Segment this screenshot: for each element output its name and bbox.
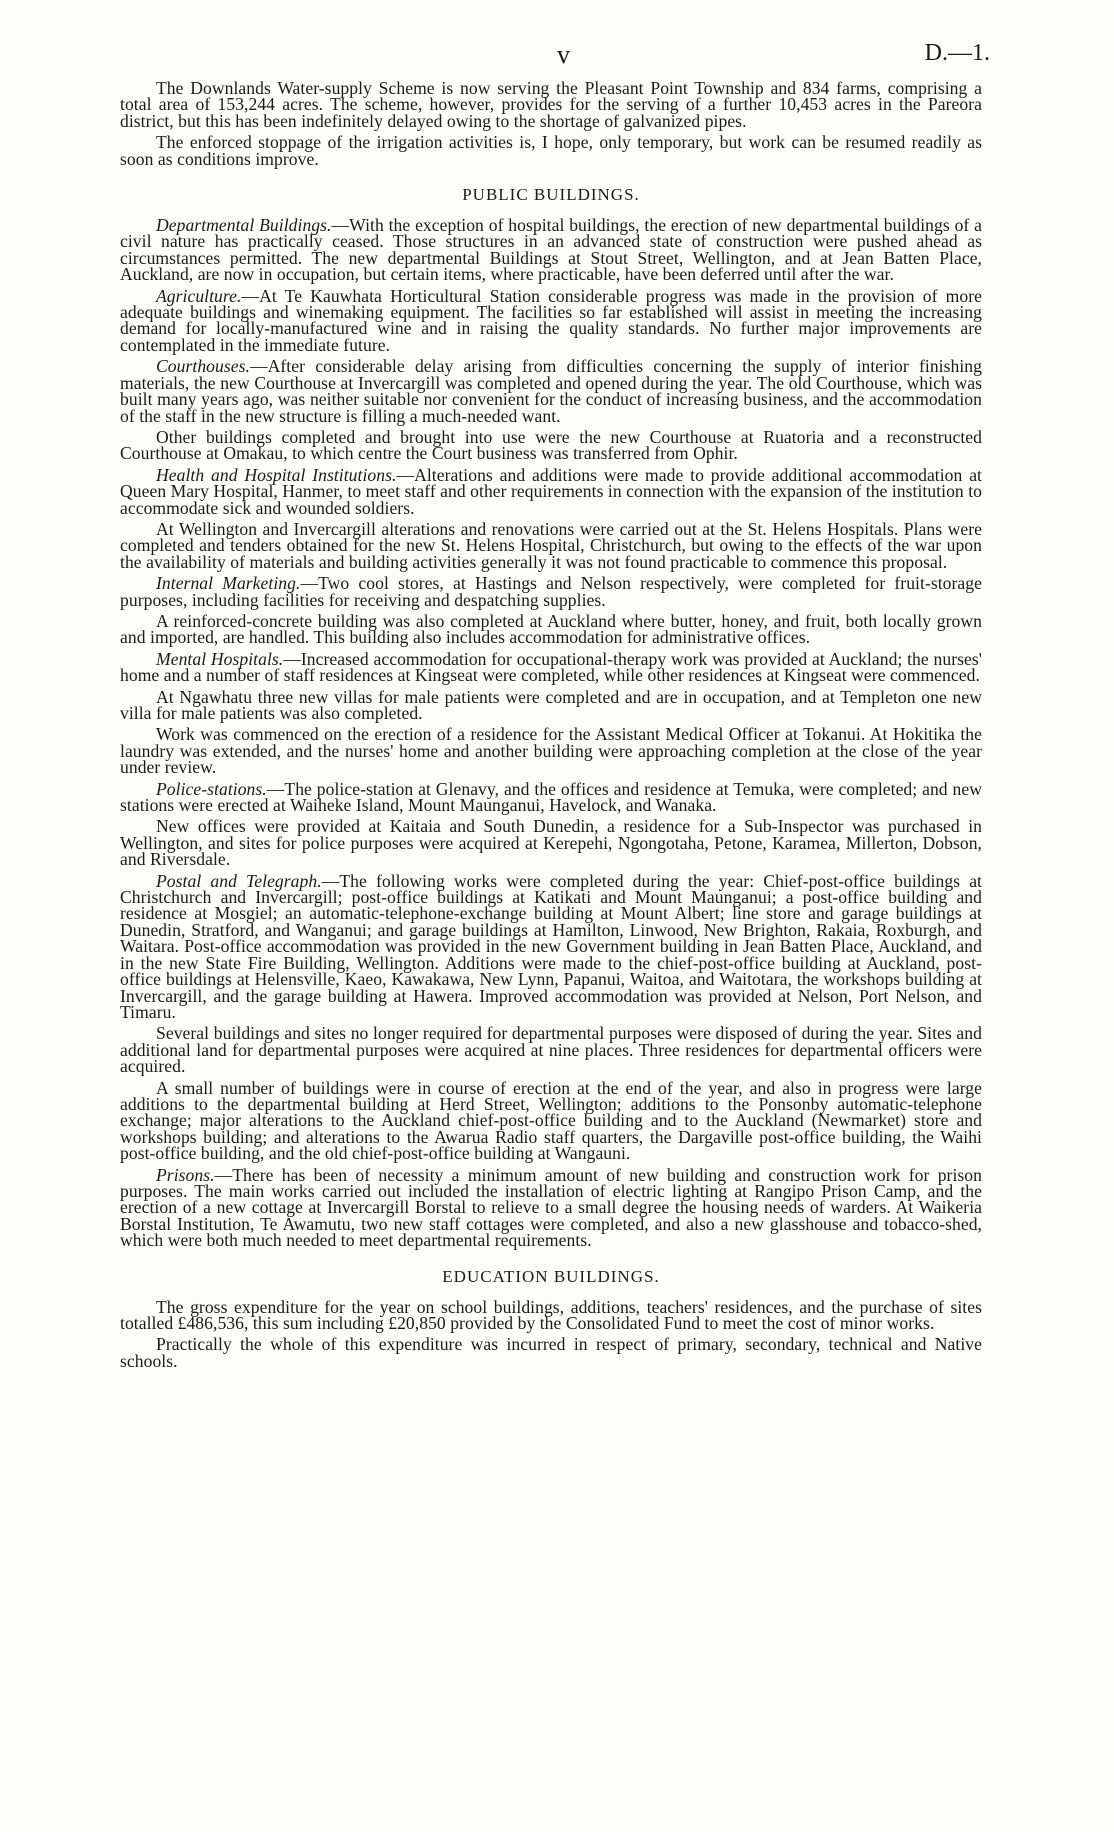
paragraph bbox=[120, 816, 982, 870]
paragraph bbox=[120, 358, 982, 424]
paragraph bbox=[120, 724, 982, 778]
paragraph bbox=[120, 518, 982, 572]
paragraph-text: —Increased accommodation for occupational-therapy work was provided at Auckland; the nurses' home and a number of staff residences at Kingseat were completed, while other residences at Kingseat were commenced. bbox=[120, 648, 982, 686]
paragraph-lead: Mental Hospitals. bbox=[156, 648, 284, 669]
paragraph-text: —There has been of necessity a minimum amount of new building and construction work for prison purposes. The main works carried out included the installation of electric lighting at Rangipo Prison Camp, and the erection of a new cottage at Invercargill Borstal to relieve to a small degree the housing needs of warders. At Waikeria Borstal Institution, Te Awamutu, two new staff cottages were completed, and also a new glasshouse and tobacco-shed, which were both much needed to meet departmental requirements. bbox=[120, 1164, 982, 1251]
document-reference: D.—1. bbox=[924, 40, 990, 66]
paragraph-text: At Ngawhatu three new villas for male patients were completed and are in occupation, and at Templeton one new villa for male patients was also completed. bbox=[120, 686, 982, 723]
page-number: v bbox=[557, 40, 570, 69]
paragraph-text: New offices were provided at Kaitaia and South Dunedin, a residence for a Sub-Inspector was purchased in Wellington, and sites for police purposes were acquired at Kerepehi, Ngongotaha, Petone, Karamea, Millerton, Dobson, and Riversdale. bbox=[120, 816, 982, 870]
paragraph-lead: Internal Marketing. bbox=[156, 573, 301, 594]
paragraph-text: —The police-station at Glenavy, and the offices and residence at Temuka, were completed; and new stations were erected at Waiheke Island, Mount Maunganui, Havelock, and Wanaka. bbox=[120, 778, 982, 816]
paragraph-text: —Alterations and additions were made to provide additional accommodation at Queen Mary Hospital, Hanmer, to meet staff and other requirements in connection with the expansion of the institution to accommodate sick and wounded soldiers. bbox=[120, 464, 982, 518]
paragraph bbox=[120, 1077, 982, 1164]
paragraph bbox=[120, 870, 982, 1022]
paragraph-lead: Prisons. bbox=[156, 1164, 215, 1185]
paragraph bbox=[120, 778, 982, 816]
paragraph bbox=[120, 1164, 982, 1251]
paragraph bbox=[120, 217, 982, 283]
paragraph-text: Work was commenced on the erection of a residence for the Assistant Medical Officer at Tokanui. At Hokitika the laundry was extended, and the nurses' home and another building were approaching completion at the close of the year under review. bbox=[120, 724, 982, 778]
paragraph: Practically the whole of this expenditure was incurred in respect of primary, secondary, technical and Native schools. bbox=[120, 1334, 982, 1371]
paragraph-text: —At Te Kauwhata Horticultural Station considerable progress was made in the provision of more adequate buildings and winemaking equipment. The facilities so far established will assist in meeting the increasing demand for locally-manufactured wine and in raising the quality standards. No further major improvements are contemplated in the immediate future. bbox=[120, 285, 982, 355]
paragraph bbox=[120, 648, 982, 686]
paragraph bbox=[120, 610, 982, 648]
paragraph-text: —With the exception of hospital buildings, the erection of new departmental buildings of a civil nature has practically ceased. Those structures in an advanced state of construction were pushed ahead as circumstances permitted. The new departmental Buildings at Stout Street, Wellington, and at Jean Batten Place, Auckland, are now in occupation, but certain items, where practicable, have been deferred until after the war. bbox=[120, 215, 982, 285]
paragraph-lead: Health and Hospital Institutions. bbox=[156, 464, 397, 485]
section-heading-education-buildings: EDUCATION BUILDINGS. bbox=[442, 1266, 660, 1286]
paragraph-lead: Courthouses. bbox=[156, 356, 250, 377]
paragraph-text: —After considerable delay arising from difficulties concerning the supply of interior finishing materials, the new Courthouse at Invercargill was completed and opened during the year. The old Courthouse, which was built many years ago, was neither suitable nor convenient for the conduct of increasing business, and the accommodation of the staff in the new structure is filling a much-needed want. bbox=[120, 356, 982, 426]
paragraph bbox=[120, 464, 982, 518]
paragraph bbox=[120, 1023, 982, 1077]
paragraph-text: —The following works were completed during the year: Chief-post-office buildings at Christchurch and Invercargill; post-office buildings at Katikati and Mount Maunganui; a post-office building and residence at Mosgiel; an automatic-telephone-exchange building at Mount Albert; line store and garage buildings at Dunedin, Stratford, and Wanganui; and garage buildings at Hamilton, Linwood, New Brighton, Rakaia, Roxburgh, and Waitara. Post-office accommodation was provided in the new Government building in Jean Batten Place, Auckland, and in the new State Fire Building, Wellington. Additions were made to the chief-post-office building at Auckland, post-office buildings at Helensville, Kaeo, Kawakawa, New Lynn, Papanui, Waitoa, and Waitotara, the workshops building at Invercargill, and the garage building at Hawera. Improved accommodation was provided at Nelson, Port Nelson, and Timaru. bbox=[120, 870, 982, 1022]
paragraph: The gross expenditure for the year on school buildings, additions, teachers' residences, and the purchase of sites totalled £486,536, this sum including £20,850 provided by the Consolidated Fund to meet the cost of minor works. bbox=[120, 1296, 982, 1333]
paragraph-text: —Two cool stores, at Hastings and Nelson respectively, were completed for fruit-storage purposes, including facilities for receiving and despatching supplies. bbox=[120, 573, 983, 610]
paragraph-text: Other buildings completed and brought into use were the new Courthouse at Ruatoria and a reconstructed Courthouse at Omakau, to which centre the Court business was transferred from Ophir. bbox=[120, 426, 982, 464]
paragraph-text: Several buildings and sites no longer required for departmental purposes were disposed of during the year. Sites and additional land for departmental purposes were acquired at nine places. Three residences for departmental officers were acquired. bbox=[120, 1023, 982, 1077]
paragraph-lead: Postal and Telegraph. bbox=[156, 870, 322, 891]
paragraph-lead: Departmental Buildings. bbox=[156, 215, 332, 236]
paragraph bbox=[120, 426, 982, 464]
intro-section bbox=[120, 80, 982, 167]
paragraph: The Downlands Water-supply Scheme is now serving the Pleasant Point Township and 834 farms, comprising a total area of 153,244 acres. The scheme, however, provides for the serving of a further 10,453 acres in the Pareora district, but this has been indefinitely delayed owing to the shortage of galvanized pipes. bbox=[120, 78, 982, 131]
document-page bbox=[120, 40, 990, 1371]
public-buildings-section bbox=[120, 217, 982, 1249]
paragraph-lead: Police-stations. bbox=[156, 778, 267, 799]
paragraph-text: At Wellington and Invercargill alterations and renovations were carried out at the St. Helens Hospitals. Plans were completed and tenders obtained for the new St. Helens Hospital, Christchurch, but owing to the effects of the war upon the availability of materials and building activities generally it was not found practicable to commence this proposal. bbox=[120, 518, 982, 572]
paragraph bbox=[120, 285, 982, 355]
paragraph-text: A small number of buildings were in course of erection at the end of the year, and also in progress were large additions to the departmental building at Herd Street, Wellington; additions to the Ponsonby automatic-telephone exchange; major alterations to the Auckland chief-post-office building and to the Auckland (Newmarket) store and workshops building; and alterations to the Awarua Radio staff quarters, the Dargaville post-office building, the Waihi post-office building, and the old chief-post-office building at Wangauni. bbox=[120, 1077, 982, 1164]
paragraph bbox=[120, 686, 982, 723]
education-buildings-section bbox=[120, 1296, 982, 1371]
paragraph: The enforced stoppage of the irrigation activities is, I hope, only temporary, but work can be resumed readily as soon as conditions improve. bbox=[120, 132, 982, 169]
paragraph bbox=[120, 575, 982, 608]
page-header bbox=[120, 40, 990, 80]
section-heading-public-buildings: PUBLIC BUILDINGS. bbox=[462, 185, 640, 205]
paragraph-text: A reinforced-concrete building was also completed at Auckland where butter, honey, and fruit, both locally grown and imported, are handled. This building also includes accommodation for administrative offices. bbox=[120, 610, 982, 648]
paragraph-lead: Agriculture. bbox=[156, 285, 242, 306]
